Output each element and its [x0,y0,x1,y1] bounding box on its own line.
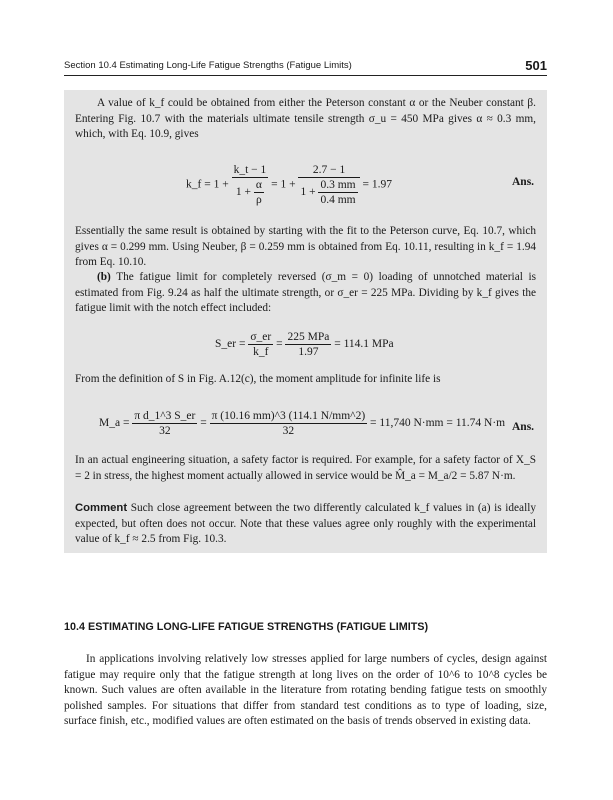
comment-paragraph [75,501,536,548]
eq3-eq: = [200,417,207,430]
eq3-num2: π (10.16 mm)^3 (114.1 N/mm^2) [211,410,366,422]
eq2-num1: σ_er [250,331,272,343]
example-paragraph-2: Essentially the same result is obtained by starting with the fit to the Peterson curve, Eq. 10.7, which gives α = 0.299 mm. Using Neuber, β = 0.259 mm is obtained from Eq. 10.11, resulting in k_f = 1.94 from Eq. 10.10. [75,225,536,269]
eq1-num2: 2.7 − 1 [298,163,359,178]
eq2-den2: 1.97 [298,346,319,358]
eq1-den2-prefix: 1 + [300,186,316,199]
section-title: 10.4 ESTIMATING LONG-LIFE FATIGUE STRENGTHS (FATIGUE LIMITS) [64,621,429,633]
section-body: In applications involving relatively low stresses applied for large numbers of cycles, design against fatigue may require only that the fatigue strength at long lives on the order of 10^6 to 10^8 cycles be known. Such values are often available in the literature from rotating bending fatigue tests on smoothly polished samples. For situations that differ from standard test conditions as to type of loading, size, surface finish, etc., modified values are often estimated on the basis of trends observed in existing data. [64,653,547,728]
eq1-den2-num: 0.3 mm [320,179,356,191]
eq2-lhs: S_er = [215,338,246,351]
eq1-ans: Ans. [512,176,535,188]
eq3-ans: Ans. [512,421,535,433]
example-paragraph-1: A value of k_f could be obtained from either the Peterson constant α or the Neuber constant β. Entering Fig. 10.7 with the materials ultimate tensile strength σ_u = 450 MPa gives α ≈ 0.3 mm, which, with Eq. 10.9, gives [75,97,536,141]
eq1-result: = 1.97 [362,178,392,191]
eq1-den1-num: α [255,179,262,191]
running-header [64,58,547,76]
eq1-lhs: k_f = 1 + [186,178,229,191]
eq2-eq: = [276,338,283,351]
page-number: 501 [525,58,547,73]
eq1-num1: k_t − 1 [233,164,267,176]
part-b-label: (b) [97,271,111,283]
header-rule [64,75,547,76]
eq1-den1-prefix: 1 + [235,186,252,199]
equation-ma [99,409,505,438]
eq3-den2: 32 [282,425,295,437]
eq3-lhs: M_a = [99,417,130,430]
section-label: Section 10.4 Estimating Long-Life Fatigue Strengths (Fatigue Limits) [64,60,352,71]
comment-label: Comment [75,502,128,514]
equation-kf [186,163,392,207]
eq3-num1: π d_1^3 S_er [134,410,196,422]
eq3-result: = 11,740 N·mm = 11.74 N·m [370,417,506,430]
eq1-den1-den: ρ [256,194,262,206]
equation-ser [215,330,394,359]
part-b-text: The fatigue limit for completely reversed (σ_m = 0) loading of unnotched material is estimated from Fig. 9.24 as half the ultimate strength, or σ_er = 225 MPa. Dividing by k_f gives the fatigue limit with the notch effect included: [75,271,536,315]
example-paragraph-3 [75,270,536,317]
eq1-mid: = 1 + [271,178,296,191]
eq2-result: = 114.1 MPa [334,338,394,351]
comment-text: Such close agreement between the two differently calculated k_f values in (a) is ideally expected, but often does not occur. Note that these values agree only roughly with the experimental value of k_f ≈ 2.5 from Fig. 10.3. [75,502,537,546]
eq2-num2: 225 MPa [287,331,330,343]
example-paragraph-5: In an actual engineering situation, a safety factor is required. For example, for a safety factor of X_S = 2 in stress, the highest moment actually allowed in service would be M̂_a = M_a/2 = 5.87 N·m. [75,454,536,482]
eq1-den2-den: 0.4 mm [320,194,356,206]
eq2-den1: k_f [253,346,269,358]
example-paragraph-4: From the definition of S in Fig. A.12(c), the moment amplitude for infinite life is [75,373,441,385]
eq3-den1: 32 [159,425,171,437]
